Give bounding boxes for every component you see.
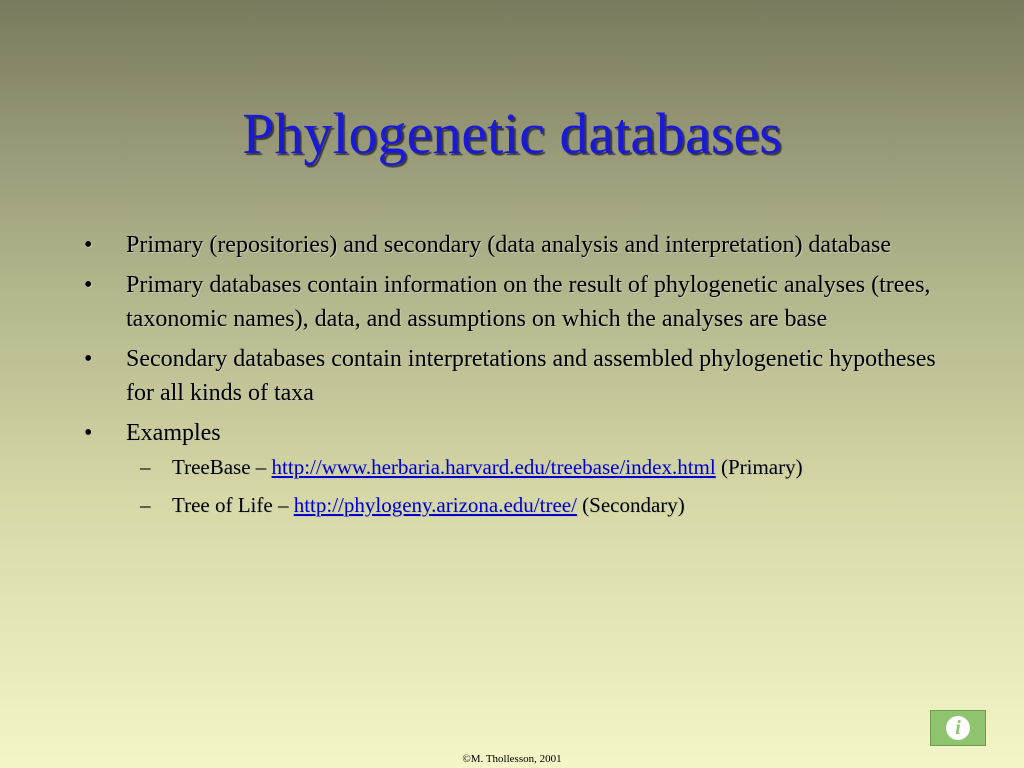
bullet-text: Secondary databases contain interpretations and assembled phylogenetic hypotheses for all kinds of taxa bbox=[126, 346, 936, 406]
treebase-link[interactable]: http://www.herbaria.harvard.edu/treebase/index.html bbox=[271, 455, 716, 479]
slide-title: Phylogenetic databases bbox=[242, 101, 782, 166]
slide-content bbox=[84, 228, 964, 528]
examples-list bbox=[126, 452, 964, 520]
bullet-item bbox=[84, 268, 964, 336]
bullet-marker: • bbox=[84, 346, 93, 372]
example-prefix: TreeBase – bbox=[172, 455, 272, 479]
copyright-footer: ©M. Thollesson, 2001 bbox=[462, 753, 562, 765]
example-prefix: Tree of Life – bbox=[172, 493, 294, 517]
bullet-marker: • bbox=[84, 232, 93, 258]
example-item-treebase bbox=[126, 452, 964, 482]
bullet-marker: • bbox=[84, 420, 93, 446]
bullet-item bbox=[84, 342, 964, 410]
example-item-tree-of-life bbox=[126, 490, 964, 520]
bullet-list bbox=[84, 228, 964, 520]
bullet-text: Examples bbox=[126, 420, 221, 446]
example-suffix: (Primary) bbox=[715, 455, 803, 479]
dash-marker: – bbox=[140, 455, 151, 479]
bullet-marker: • bbox=[84, 272, 93, 298]
bullet-item bbox=[84, 416, 964, 520]
example-suffix: (Secondary) bbox=[576, 493, 685, 517]
dash-marker: – bbox=[140, 493, 151, 517]
info-icon: i bbox=[946, 716, 970, 740]
info-button[interactable] bbox=[930, 710, 986, 746]
bullet-item bbox=[84, 228, 964, 262]
bullet-text: Primary databases contain information on the result of phylogenetic analyses (trees, taxonomic names), data, and assumptions on which the analyses are base bbox=[126, 272, 931, 332]
bullet-text: Primary (repositories) and secondary (data analysis and interpretation) database bbox=[126, 232, 892, 258]
tree-of-life-link[interactable]: http://phylogeny.arizona.edu/tree/ bbox=[293, 493, 577, 517]
